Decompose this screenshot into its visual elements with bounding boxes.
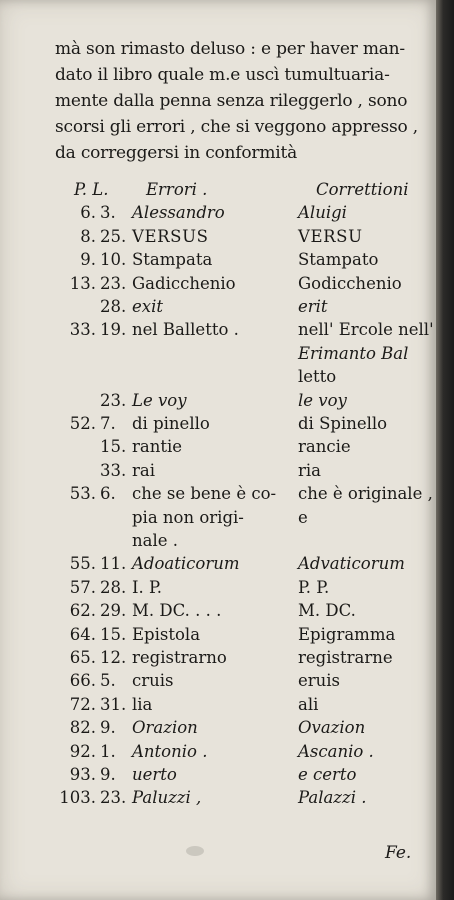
- line-number: 12.: [100, 648, 127, 667]
- errata-row: [0, 765, 436, 788]
- error-text: Paluzzi ,: [132, 788, 202, 807]
- line-number: 23.: [100, 788, 127, 807]
- correction-text: registrarne: [298, 648, 393, 667]
- error-text: VERSUS: [132, 227, 209, 246]
- correction-text: Palazzi .: [298, 788, 367, 807]
- error-text: cruis: [132, 671, 174, 690]
- errata-row: [0, 344, 436, 367]
- correction-text: che è originale ,: [298, 484, 433, 503]
- intro-line: mente dalla penna senza rileggerlo , sono: [55, 91, 408, 111]
- page-number: 57.: [69, 578, 96, 597]
- error-text: M. DC. . . .: [132, 601, 222, 620]
- page-number: 103.: [59, 788, 96, 807]
- page-number: 72.: [69, 695, 96, 714]
- correction-text: e: [298, 508, 308, 527]
- line-number: 19.: [100, 320, 127, 339]
- line-number: 23.: [100, 274, 127, 293]
- error-text: rantie: [132, 437, 183, 456]
- correction-text: letto: [298, 367, 337, 386]
- errata-row: [0, 531, 436, 554]
- catchword: Fe.: [385, 843, 412, 863]
- page-number: 93.: [69, 765, 96, 784]
- page-number: 66.: [69, 671, 96, 690]
- correction-text: Godicchenio: [298, 274, 402, 293]
- page-number: 55.: [69, 554, 96, 573]
- errata-row: [0, 695, 436, 718]
- error-text: nale .: [132, 531, 178, 550]
- page-number: 9.: [80, 250, 96, 269]
- correction-text: di Spinello: [298, 414, 388, 433]
- intro-line: mà son rimasto deluso : e per haver man-: [55, 39, 405, 59]
- errata-row: [0, 437, 436, 460]
- errata-row: [0, 671, 436, 694]
- errata-row: [0, 250, 436, 273]
- page-number: 62.: [69, 601, 96, 620]
- error-text: I. P.: [132, 578, 163, 597]
- correction-text: VERSU: [298, 227, 363, 246]
- errata-row: [0, 718, 436, 741]
- errata-row: [0, 508, 436, 531]
- error-text: Orazion: [132, 718, 198, 737]
- ink-smudge: [186, 846, 204, 856]
- error-text: lia: [132, 695, 153, 714]
- line-number: 33.: [100, 461, 127, 480]
- page-number: 92.: [69, 742, 96, 761]
- error-text: Gadicchenio: [132, 274, 236, 293]
- error-text: uerto: [132, 765, 177, 784]
- page-number: 13.: [69, 274, 96, 293]
- error-text: rai: [132, 461, 156, 480]
- error-text: che se bene è co-: [132, 484, 277, 503]
- intro-line: da correggersi in conformità: [55, 143, 298, 163]
- intro-paragraph: [55, 36, 423, 166]
- line-number: 5.: [100, 671, 116, 690]
- page-number: 64.: [69, 625, 96, 644]
- errata-row: [0, 554, 436, 577]
- error-text: exit: [132, 297, 163, 316]
- line-number: 15.: [100, 437, 127, 456]
- line-number: 28.: [100, 297, 127, 316]
- error-text: nel Balletto .: [132, 320, 239, 339]
- correttioni-header: Correttioni: [316, 180, 409, 199]
- errata-row: [0, 297, 436, 320]
- correction-text: Erimanto Bal: [298, 344, 409, 363]
- error-text: pia non origi-: [132, 508, 244, 527]
- correction-text: Epigramma: [298, 625, 396, 644]
- correction-text: P. P.: [298, 578, 330, 597]
- correction-text: rancie: [298, 437, 351, 456]
- errata-row: [0, 367, 436, 390]
- error-text: Adoaticorum: [132, 554, 240, 573]
- line-number: 3.: [100, 203, 116, 222]
- correction-text: Stampato: [298, 250, 379, 269]
- errori-header: Errori .: [146, 180, 208, 199]
- line-number: 7.: [100, 414, 116, 433]
- errata-row: [0, 601, 436, 624]
- correction-text: ria: [298, 461, 322, 480]
- errata-row: [0, 742, 436, 765]
- errata-row: [0, 648, 436, 671]
- page-number: 82.: [69, 718, 96, 737]
- line-number: 25.: [100, 227, 127, 246]
- errata-row: [0, 484, 436, 507]
- line-number: 23.: [100, 391, 127, 410]
- correction-text: Ascanio .: [298, 742, 374, 761]
- line-number: 9.: [100, 718, 116, 737]
- correction-text: M. DC.: [298, 601, 356, 620]
- errata-row: [0, 625, 436, 648]
- errata-header: [0, 180, 436, 203]
- errata-row: [0, 414, 436, 437]
- correction-text: eruis: [298, 671, 341, 690]
- error-text: Le voy: [132, 391, 187, 410]
- correction-text: erit: [298, 297, 328, 316]
- page-number: 52.: [69, 414, 96, 433]
- page-line-header: P. L.: [74, 180, 109, 199]
- correction-text: Ovazion: [298, 718, 366, 737]
- intro-line: scorsi gli errori , che si veggono appresso ,: [55, 117, 418, 137]
- errata-row: [0, 461, 436, 484]
- page-number: 8.: [80, 227, 96, 246]
- errata-row: [0, 788, 436, 811]
- correction-text: Advaticorum: [298, 554, 405, 573]
- correction-text: e certo: [298, 765, 357, 784]
- line-number: 31.: [100, 695, 127, 714]
- correction-text: nell' Ercole nell': [298, 320, 434, 339]
- line-number: 11.: [100, 554, 127, 573]
- error-text: Antonio .: [132, 742, 208, 761]
- errata-row: [0, 227, 436, 250]
- errata-row: [0, 578, 436, 601]
- error-text: Epistola: [132, 625, 201, 644]
- page-number: 53.: [69, 484, 96, 503]
- line-number: 9.: [100, 765, 116, 784]
- errata-row: [0, 320, 436, 343]
- page-number: 33.: [69, 320, 96, 339]
- error-text: di pinello: [132, 414, 210, 433]
- errata-row: [0, 391, 436, 414]
- line-number: 1.: [100, 742, 116, 761]
- correction-text: le voy: [298, 391, 347, 410]
- error-text: registrarno: [132, 648, 227, 667]
- line-number: 29.: [100, 601, 127, 620]
- error-text: Alessandro: [132, 203, 225, 222]
- line-number: 15.: [100, 625, 127, 644]
- page-number: 65.: [69, 648, 96, 667]
- intro-line: dato il libro quale m.e uscì tumultuaria-: [55, 65, 390, 85]
- correction-text: Aluigi: [298, 203, 347, 222]
- errata-row: [0, 274, 436, 297]
- errata-row: [0, 203, 436, 226]
- line-number: 10.: [100, 250, 127, 269]
- correction-text: ali: [298, 695, 319, 714]
- page-number: 6.: [80, 203, 96, 222]
- page-edge: [436, 0, 454, 900]
- line-number: 6.: [100, 484, 116, 503]
- error-text: Stampata: [132, 250, 213, 269]
- line-number: 28.: [100, 578, 127, 597]
